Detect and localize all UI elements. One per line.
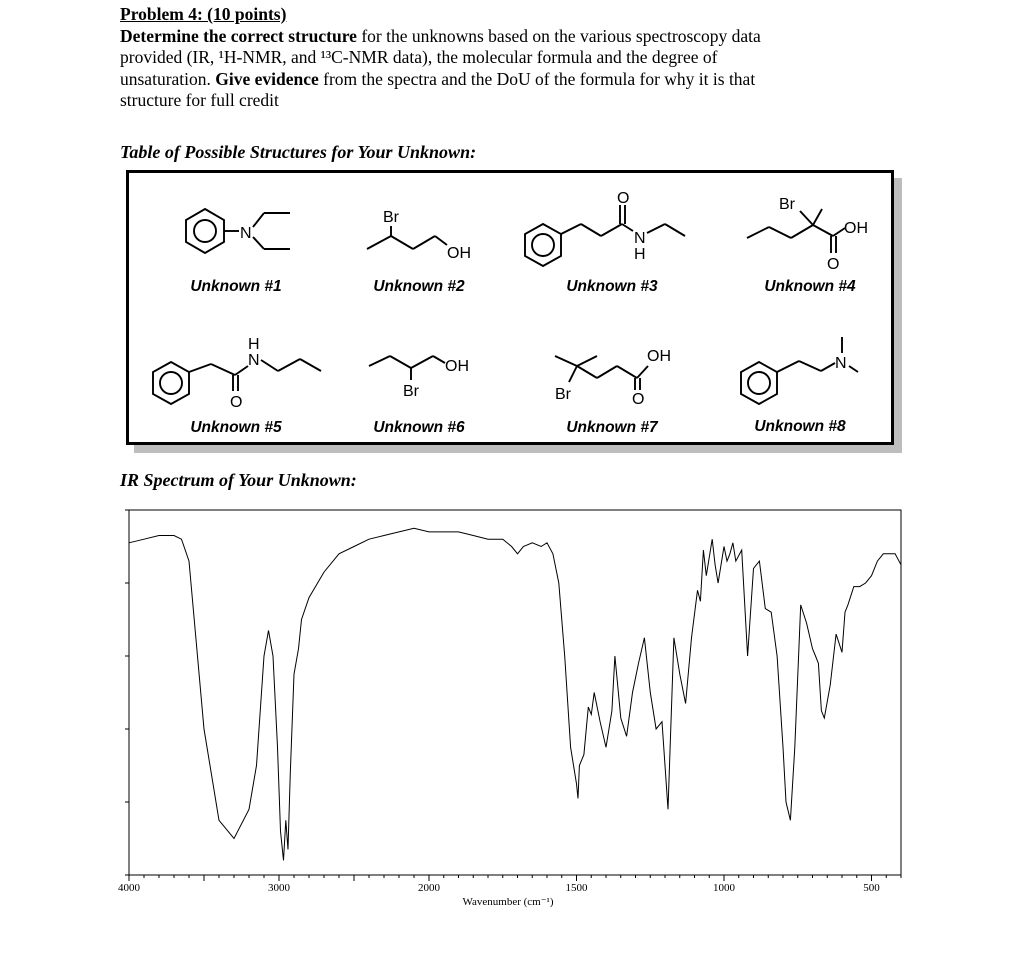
problem-title: Problem 4: (10 points) [120, 4, 287, 24]
structure-1-label: Unknown #1 [190, 278, 282, 295]
ir-transmittance-trace [129, 528, 901, 860]
ir-tick-label-1000: 1000 [713, 882, 735, 894]
structure-2-drawing [361, 203, 481, 263]
structure-3-drawing [521, 191, 711, 271]
ir-tick-label-3000: 3000 [268, 882, 290, 894]
ir-spectrum-chart [110, 502, 910, 912]
structure-8-drawing [733, 331, 893, 411]
structure-6-atom-oh: OH [445, 358, 469, 375]
ir-tick-label-500: 500 [863, 882, 880, 894]
structure-4-atom-oh: OH [844, 220, 868, 237]
table-title: Table of Possible Structures for Your Unknown: [120, 142, 477, 162]
structure-7-atom-oh: OH [647, 348, 671, 365]
structure-1-atom-n: N [240, 225, 252, 242]
ir-frame [129, 510, 901, 875]
ir-xlabel: Wavenumber (cm⁻¹) [462, 896, 554, 908]
ir-tick-label-2000: 2000 [418, 882, 440, 894]
problem-line-1 [120, 26, 910, 48]
problem-line-1-rest: for the unknowns based on the various spectroscopy data [356, 25, 761, 46]
structure-3-atom-o: O [617, 190, 630, 207]
structure-4-atom-br: Br [779, 196, 795, 213]
structure-7-label: Unknown #7 [566, 419, 658, 436]
structure-5-drawing [147, 331, 337, 411]
ir-title: IR Spectrum of Your Unknown: [120, 470, 357, 490]
structure-7-atom-o: O [632, 391, 645, 408]
ir-tick-label-4000: 4000 [118, 882, 140, 894]
problem-line-3-b: from the spectra and the DoU of the formula for why it is that [318, 68, 756, 89]
problem-line-3-a: unsaturation. [120, 68, 216, 89]
structure-2-label: Unknown #2 [373, 278, 465, 295]
structure-6-atom-br: Br [403, 383, 419, 400]
structure-4-label: Unknown #4 [764, 278, 856, 295]
structure-3-atom-n: N [634, 230, 646, 247]
structure-6-drawing [365, 338, 485, 408]
structure-2-atom-oh: OH [447, 245, 471, 262]
structure-5-atom-n: N [248, 352, 260, 369]
ir-tick-labels [118, 882, 880, 894]
problem-line-2: provided (IR, ¹H-NMR, and ¹³C-NMR data), the molecular formula and the degree of [120, 47, 718, 67]
ir-ticks [125, 510, 901, 881]
structure-5-atom-o: O [230, 394, 243, 411]
structure-3-atom-h: H [634, 246, 646, 263]
structure-7-drawing [551, 338, 691, 413]
structure-8-label: Unknown #8 [754, 418, 846, 435]
structure-4-atom-o: O [827, 256, 840, 273]
instruction-bold: Determine the correct structure [120, 25, 357, 46]
evidence-bold: Give evidence [215, 68, 319, 89]
structure-2-atom-br: Br [383, 209, 399, 226]
structures-table [126, 170, 894, 445]
structure-6-label: Unknown #6 [373, 419, 465, 436]
structure-1-drawing [177, 201, 307, 261]
structure-8-atom-n: N [835, 355, 847, 372]
problem-statement [120, 4, 910, 112]
structure-4-drawing [747, 191, 887, 271]
problem-line-3 [120, 69, 910, 91]
structure-3-label: Unknown #3 [566, 278, 658, 295]
problem-line-4: structure for full credit [120, 90, 279, 110]
structure-7-atom-br: Br [555, 386, 571, 403]
structure-5-label: Unknown #5 [190, 419, 282, 436]
structure-5-atom-h: H [248, 336, 260, 353]
ir-tick-label-1500: 1500 [565, 882, 588, 894]
